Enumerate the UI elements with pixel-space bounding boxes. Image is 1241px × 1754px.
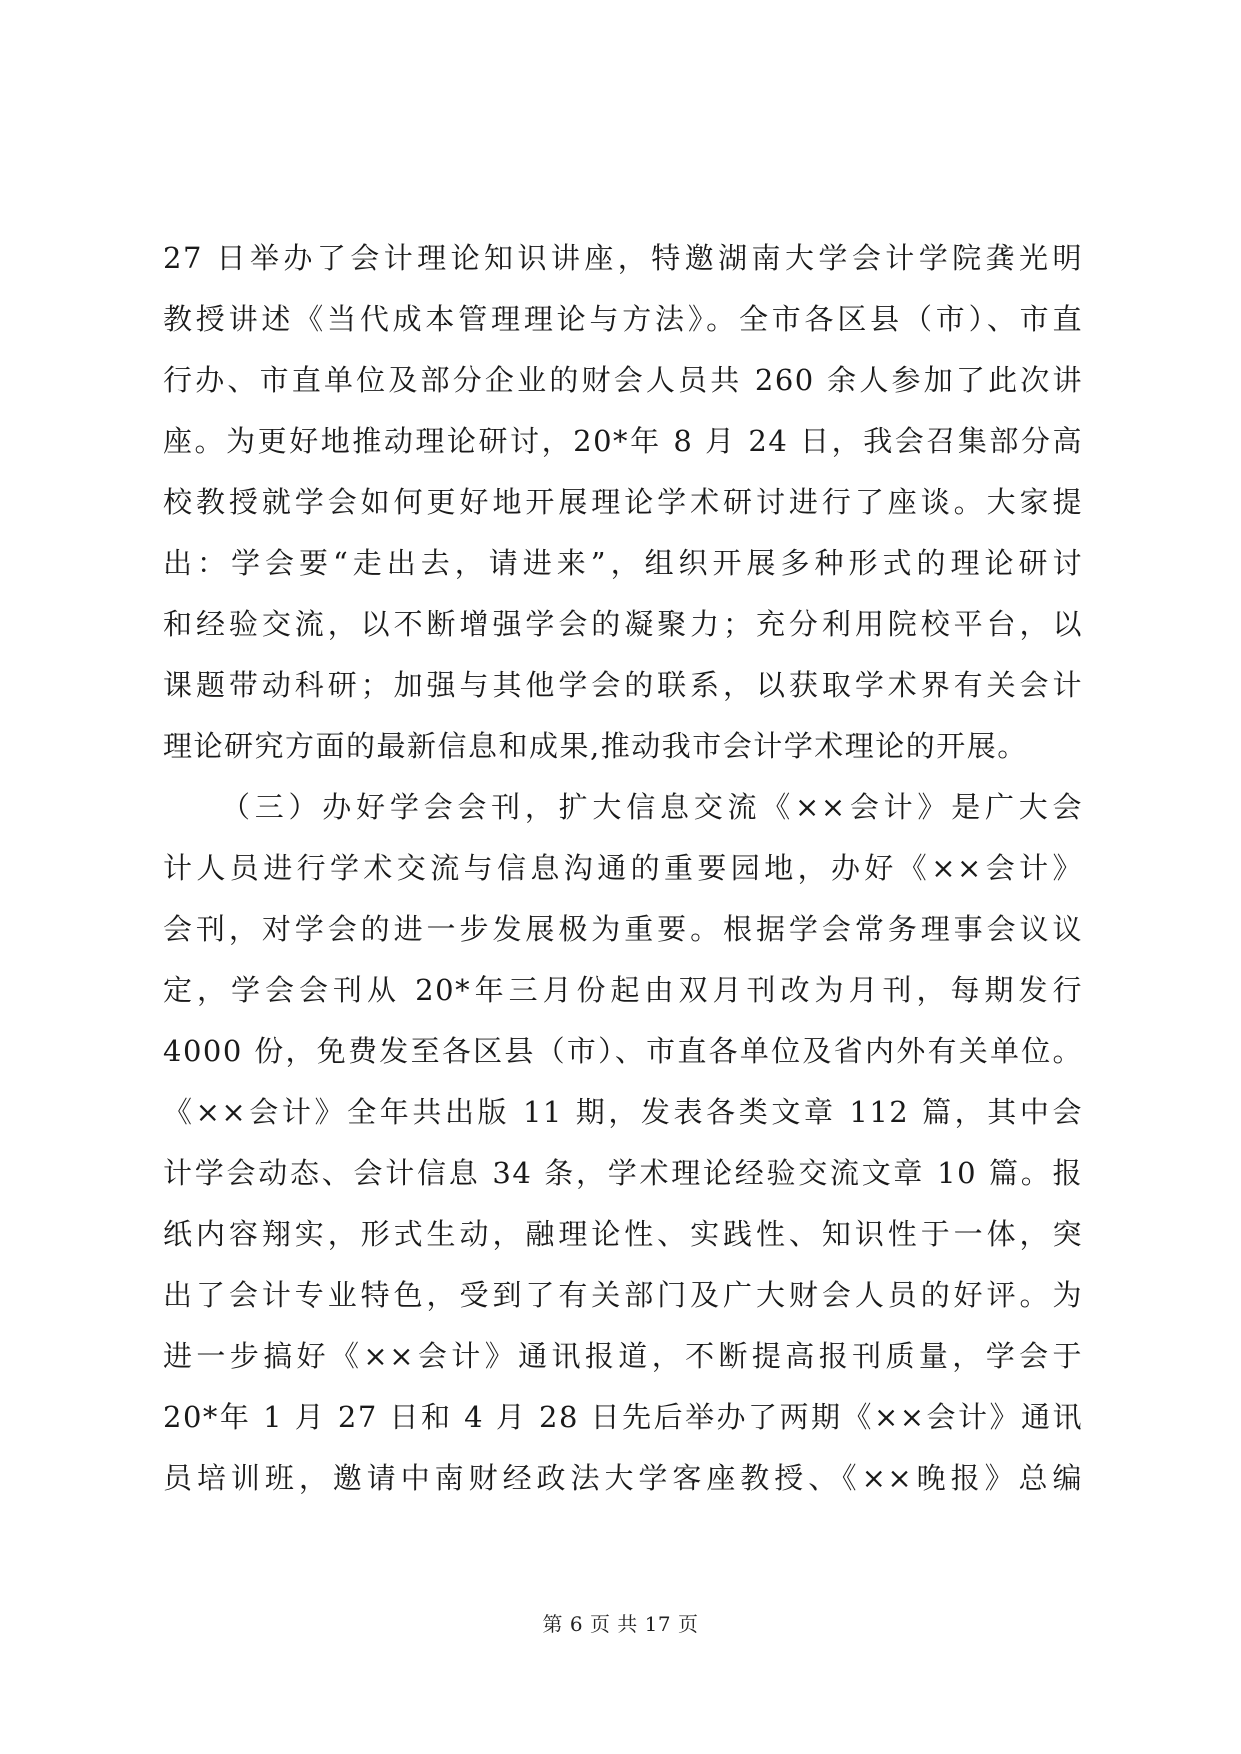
text-line: 纸内容翔实，形式生动，融理论性、实践性、知识性于一体，突 xyxy=(163,1217,1083,1251)
text-line: 座。为更好地推动理论研讨，20*年 8 月 24 日，我会召集部分高 xyxy=(163,424,1083,458)
text-line: 理论研究方面的最新信息和成果,推动我市会计学术理论的开展。 xyxy=(163,729,1028,763)
section-heading-line: （三）办好学会会刊，扩大信息交流《××会计》是广大会 xyxy=(221,790,1083,824)
text-line: 出了会计专业特色，受到了有关部门及广大财会人员的好评。为 xyxy=(163,1278,1083,1312)
text-line: 20*年 1 月 27 日和 4 月 28 日先后举办了两期《××会计》通讯 xyxy=(163,1400,1083,1434)
text-line: 27 日举办了会计理论知识讲座，特邀湖南大学会计学院龚光明 xyxy=(163,241,1083,275)
body-text xyxy=(163,228,1083,1509)
text-line: 4000 份，免费发至各区县（市）、市直各单位及省内外有关单位。 xyxy=(163,1034,1083,1068)
text-line: 和经验交流，以不断增强学会的凝聚力；充分利用院校平台，以 xyxy=(163,607,1083,641)
text-line: 教授讲述《当代成本管理理论与方法》。全市各区县（市）、市直 xyxy=(163,302,1083,336)
text-line: 课题带动科研；加强与其他学会的联系，以获取学术界有关会计 xyxy=(163,668,1083,702)
text-line: 进一步搞好《××会计》通讯报道，不断提高报刊质量，学会于 xyxy=(163,1339,1083,1373)
text-line: 出：学会要“走出去，请进来”，组织开展多种形式的理论研讨 xyxy=(163,546,1083,580)
page-number-footer: 第 6 页 共 17 页 xyxy=(542,1612,699,1636)
text-line: 计学会动态、会计信息 34 条，学术理论经验交流文章 10 篇。报 xyxy=(163,1156,1083,1190)
text-line: 行办、市直单位及部分企业的财会人员共 260 余人参加了此次讲 xyxy=(163,363,1083,397)
text-line: 校教授就学会如何更好地开展理论学术研讨进行了座谈。大家提 xyxy=(163,485,1083,519)
text-line: 会刊，对学会的进一步发展极为重要。根据学会常务理事会议议 xyxy=(163,912,1083,946)
text-line: 计人员进行学术交流与信息沟通的重要园地，办好《××会计》 xyxy=(163,851,1083,885)
text-line: 员培训班，邀请中南财经政法大学客座教授、《××晚报》总编 xyxy=(163,1461,1083,1495)
text-line: 《××会计》全年共出版 11 期，发表各类文章 112 篇，其中会 xyxy=(163,1095,1083,1129)
text-line: 定，学会会刊从 20*年三月份起由双月刊改为月刊，每期发行 xyxy=(163,973,1083,1007)
